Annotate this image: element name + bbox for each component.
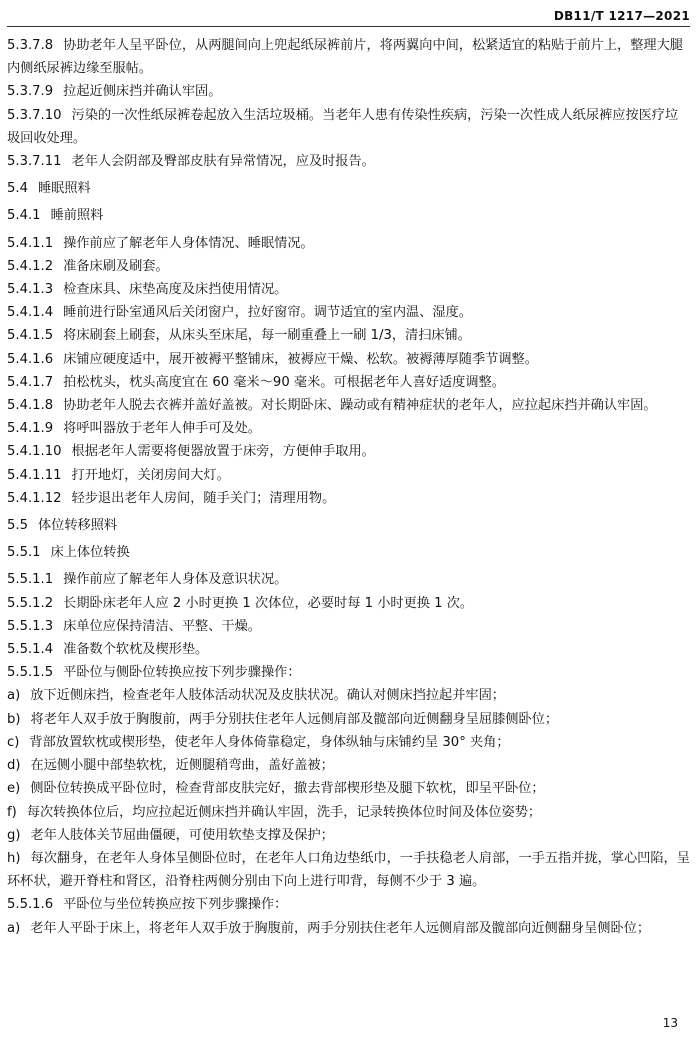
clause-text: 老年人肢体关节屈曲僵硬，可使用软垫支撑及保护； (30, 827, 334, 843)
clause-text: 睡前进行卧室通风后关闭窗户，拉好窗帘。调节适宜的室内温、湿度。 (63, 305, 472, 321)
clause-number: 5.4.1.12 (7, 490, 62, 506)
clause-item (7, 301, 690, 324)
clause-number: 5.4.1.6 (7, 351, 54, 367)
clause-text: 协助老年人脱去衣裤并盖好盖被。对长期卧床、躁动或有精神症状的老年人，应拉起床挡并确认牢固。 (63, 398, 657, 414)
clause-item (7, 893, 690, 916)
clause-number: f) (7, 804, 17, 820)
clause-item (7, 464, 690, 487)
clause-number: e) (7, 781, 21, 797)
clause-item (7, 278, 690, 301)
clause-text: 准备数个软枕及楔形垫。 (63, 642, 209, 658)
clause-text: 拉起近侧床挡并确认牢固。 (63, 84, 222, 100)
clause-item (7, 104, 690, 150)
document-code: DB11/T 1217—2021 (553, 9, 690, 23)
clause-number: 5.4.1 (7, 208, 41, 224)
clause-number: 5.5.1 (7, 545, 41, 561)
clause-number: d) (7, 758, 21, 774)
clause-text: 准备床刷及刷套。 (63, 258, 169, 274)
clause-number: 5.5 (7, 518, 28, 534)
clause-number: 5.5.1.5 (7, 665, 54, 681)
clause-number: 5.5.1.1 (7, 572, 54, 588)
clause-text: 将床刷套上刷套，从床头至床尾，每一刷重叠上一刷 1/3，清扫床铺。 (63, 328, 471, 344)
clause-number: 5.5.1.4 (7, 642, 54, 658)
clause-number: b) (7, 711, 21, 727)
clause-text: 协助老年人呈平卧位，从两腿间向上兜起纸尿裤前片，将两翼向中间，松紧适宜的粘贴于前片上，整理大腿内侧纸尿裤边缘至服帖。 (7, 38, 683, 77)
clause-text: 拍松枕头，枕头高度宜在 60 毫米～90 毫米。可根据老年人喜好适度调整。 (63, 374, 505, 390)
clause-number: 5.4.1.10 (7, 444, 62, 460)
clause-item (7, 661, 690, 684)
clause-text: 在远侧小腿中部垫软枕，近侧腿稍弯曲，盖好盖被； (30, 758, 334, 774)
clause-text: 长期卧床老年人应 2 小时更换 1 次体位，必要时每 1 小时更换 1 次。 (63, 595, 474, 611)
clause-text: 将呼叫器放于老年人伸手可及处。 (63, 421, 261, 437)
clause-text: 检查床具、床垫高度及床挡使用情况。 (63, 282, 288, 298)
clause-text: 平卧位与侧卧位转换应按下列步骤操作： (63, 665, 301, 681)
clause-number: 5.3.7.11 (7, 154, 62, 170)
clause-text: 操作前应了解老年人身体情况、睡眠情况。 (63, 235, 314, 251)
clause-item (7, 348, 690, 371)
list-item (7, 684, 690, 707)
clause-item (7, 440, 690, 463)
clause-number: c) (7, 734, 20, 750)
clause-item (7, 615, 690, 638)
list-item (7, 731, 690, 754)
clause-number: 5.4.1.3 (7, 282, 54, 298)
clause-number: h) (7, 850, 21, 866)
clause-item (7, 592, 690, 615)
clause-text: 将老年人双手放于胸腹前，两手分别扶住老年人远侧肩部及髋部向近侧翻身呈屈膝侧卧位； (30, 711, 559, 727)
clause-text: 放下近侧床挡，检查老年人肢体活动状况及皮肤状况。确认对侧床挡拉起并牢固； (30, 688, 505, 704)
section-heading (7, 514, 690, 537)
list-item (7, 754, 690, 777)
clause-number: g) (7, 827, 21, 843)
clause-item (7, 324, 690, 347)
clause-text: 老年人平卧于床上，将老年人双手放于胸腹前，两手分别扶住老年人远侧肩部及髋部向近侧翻身呈侧卧位； (30, 920, 651, 936)
clause-number: 5.3.7.10 (7, 107, 62, 123)
section-heading (7, 177, 690, 200)
clause-number: a) (7, 920, 21, 936)
clause-text: 床单位应保持清洁、平整、干燥。 (63, 618, 261, 634)
clause-number: 5.3.7.9 (7, 84, 54, 100)
list-item (7, 708, 690, 731)
clause-number: 5.4.1.1 (7, 235, 54, 251)
page-number: 13 (662, 1016, 678, 1030)
clause-number: 5.4.1.4 (7, 305, 54, 321)
list-item (7, 777, 690, 800)
clause-text: 污染的一次性纸尿裤卷起放入生活垃圾桶。当老年人患有传染性疾病，污染一次性成人纸尿裤应按医疗垃圾回收处理。 (7, 107, 679, 146)
clause-text: 根据老年人需要将便器放置于床旁，方便伸手取用。 (71, 444, 375, 460)
clause-item (7, 255, 690, 278)
document-body (7, 34, 690, 940)
clause-number: 5.4.1.5 (7, 328, 54, 344)
clause-text: 床铺应硬度适中，展开被褥平整铺床，被褥应干燥、松软。被褥薄厚随季节调整。 (63, 351, 538, 367)
clause-number: 5.5.1.6 (7, 897, 54, 913)
clause-item (7, 487, 690, 510)
clause-number: 5.4.1.8 (7, 398, 54, 414)
clause-number: 5.4.1.2 (7, 258, 54, 274)
clause-text: 打开地灯，关闭房间大灯。 (71, 467, 230, 483)
clause-item (7, 417, 690, 440)
clause-item (7, 34, 690, 80)
clause-number: 5.4 (7, 181, 28, 197)
list-item (7, 801, 690, 824)
clause-item (7, 394, 690, 417)
clause-text: 背部放置软枕或楔形垫，使老年人身体倚靠稳定，身体纵轴与床铺约呈 30° 夹角； (29, 734, 510, 750)
clause-number: 5.3.7.8 (7, 38, 54, 53)
list-item (7, 847, 690, 893)
clause-text: 每次翻身，在老年人身体呈侧卧位时，在老年人口角边垫纸巾，一手扶稳老人肩部，一手五指并拢，掌心凹陷，呈环杯状，避开脊柱和肾区，沿脊柱两侧分别由下向上进行叩背，每侧不少于 3 遍。 (7, 850, 690, 890)
clause-text: 每次转换体位后，均应拉起近侧床挡并确认牢固，洗手，记录转换体位时间及体位姿势； (26, 804, 542, 820)
clause-number: 5.4.1.11 (7, 467, 62, 483)
clause-text: 轻步退出老年人房间，随手关门；清理用物。 (71, 490, 336, 506)
clause-number: 5.4.1.7 (7, 374, 54, 390)
clause-item (7, 150, 690, 173)
clause-text: 床上体位转换 (50, 545, 130, 561)
clause-text: 体位转移照料 (37, 518, 118, 534)
clause-item (7, 232, 690, 255)
clause-number: 5.4.1.9 (7, 421, 54, 437)
list-item (7, 824, 690, 847)
clause-item (7, 638, 690, 661)
clause-item (7, 80, 690, 103)
header-rule (7, 26, 690, 27)
clause-item (7, 568, 690, 591)
section-heading (7, 541, 690, 564)
clause-number: a) (7, 688, 21, 704)
list-item (7, 917, 690, 940)
clause-text: 睡眠照料 (37, 181, 91, 197)
clause-text: 侧卧位转换成平卧位时，检查背部皮肤完好，撤去背部楔形垫及腿下软枕，即呈平卧位； (30, 781, 545, 797)
clause-number: 5.5.1.2 (7, 595, 54, 611)
clause-text: 老年人会阴部及臀部皮肤有异常情况，应及时报告。 (71, 154, 375, 170)
clause-text: 操作前应了解老年人身体及意识状况。 (63, 572, 288, 588)
clause-text: 平卧位与坐位转换应按下列步骤操作： (63, 897, 288, 913)
clause-item (7, 371, 690, 394)
clause-text: 睡前照料 (50, 208, 104, 224)
section-heading (7, 204, 690, 227)
clause-number: 5.5.1.3 (7, 618, 54, 634)
